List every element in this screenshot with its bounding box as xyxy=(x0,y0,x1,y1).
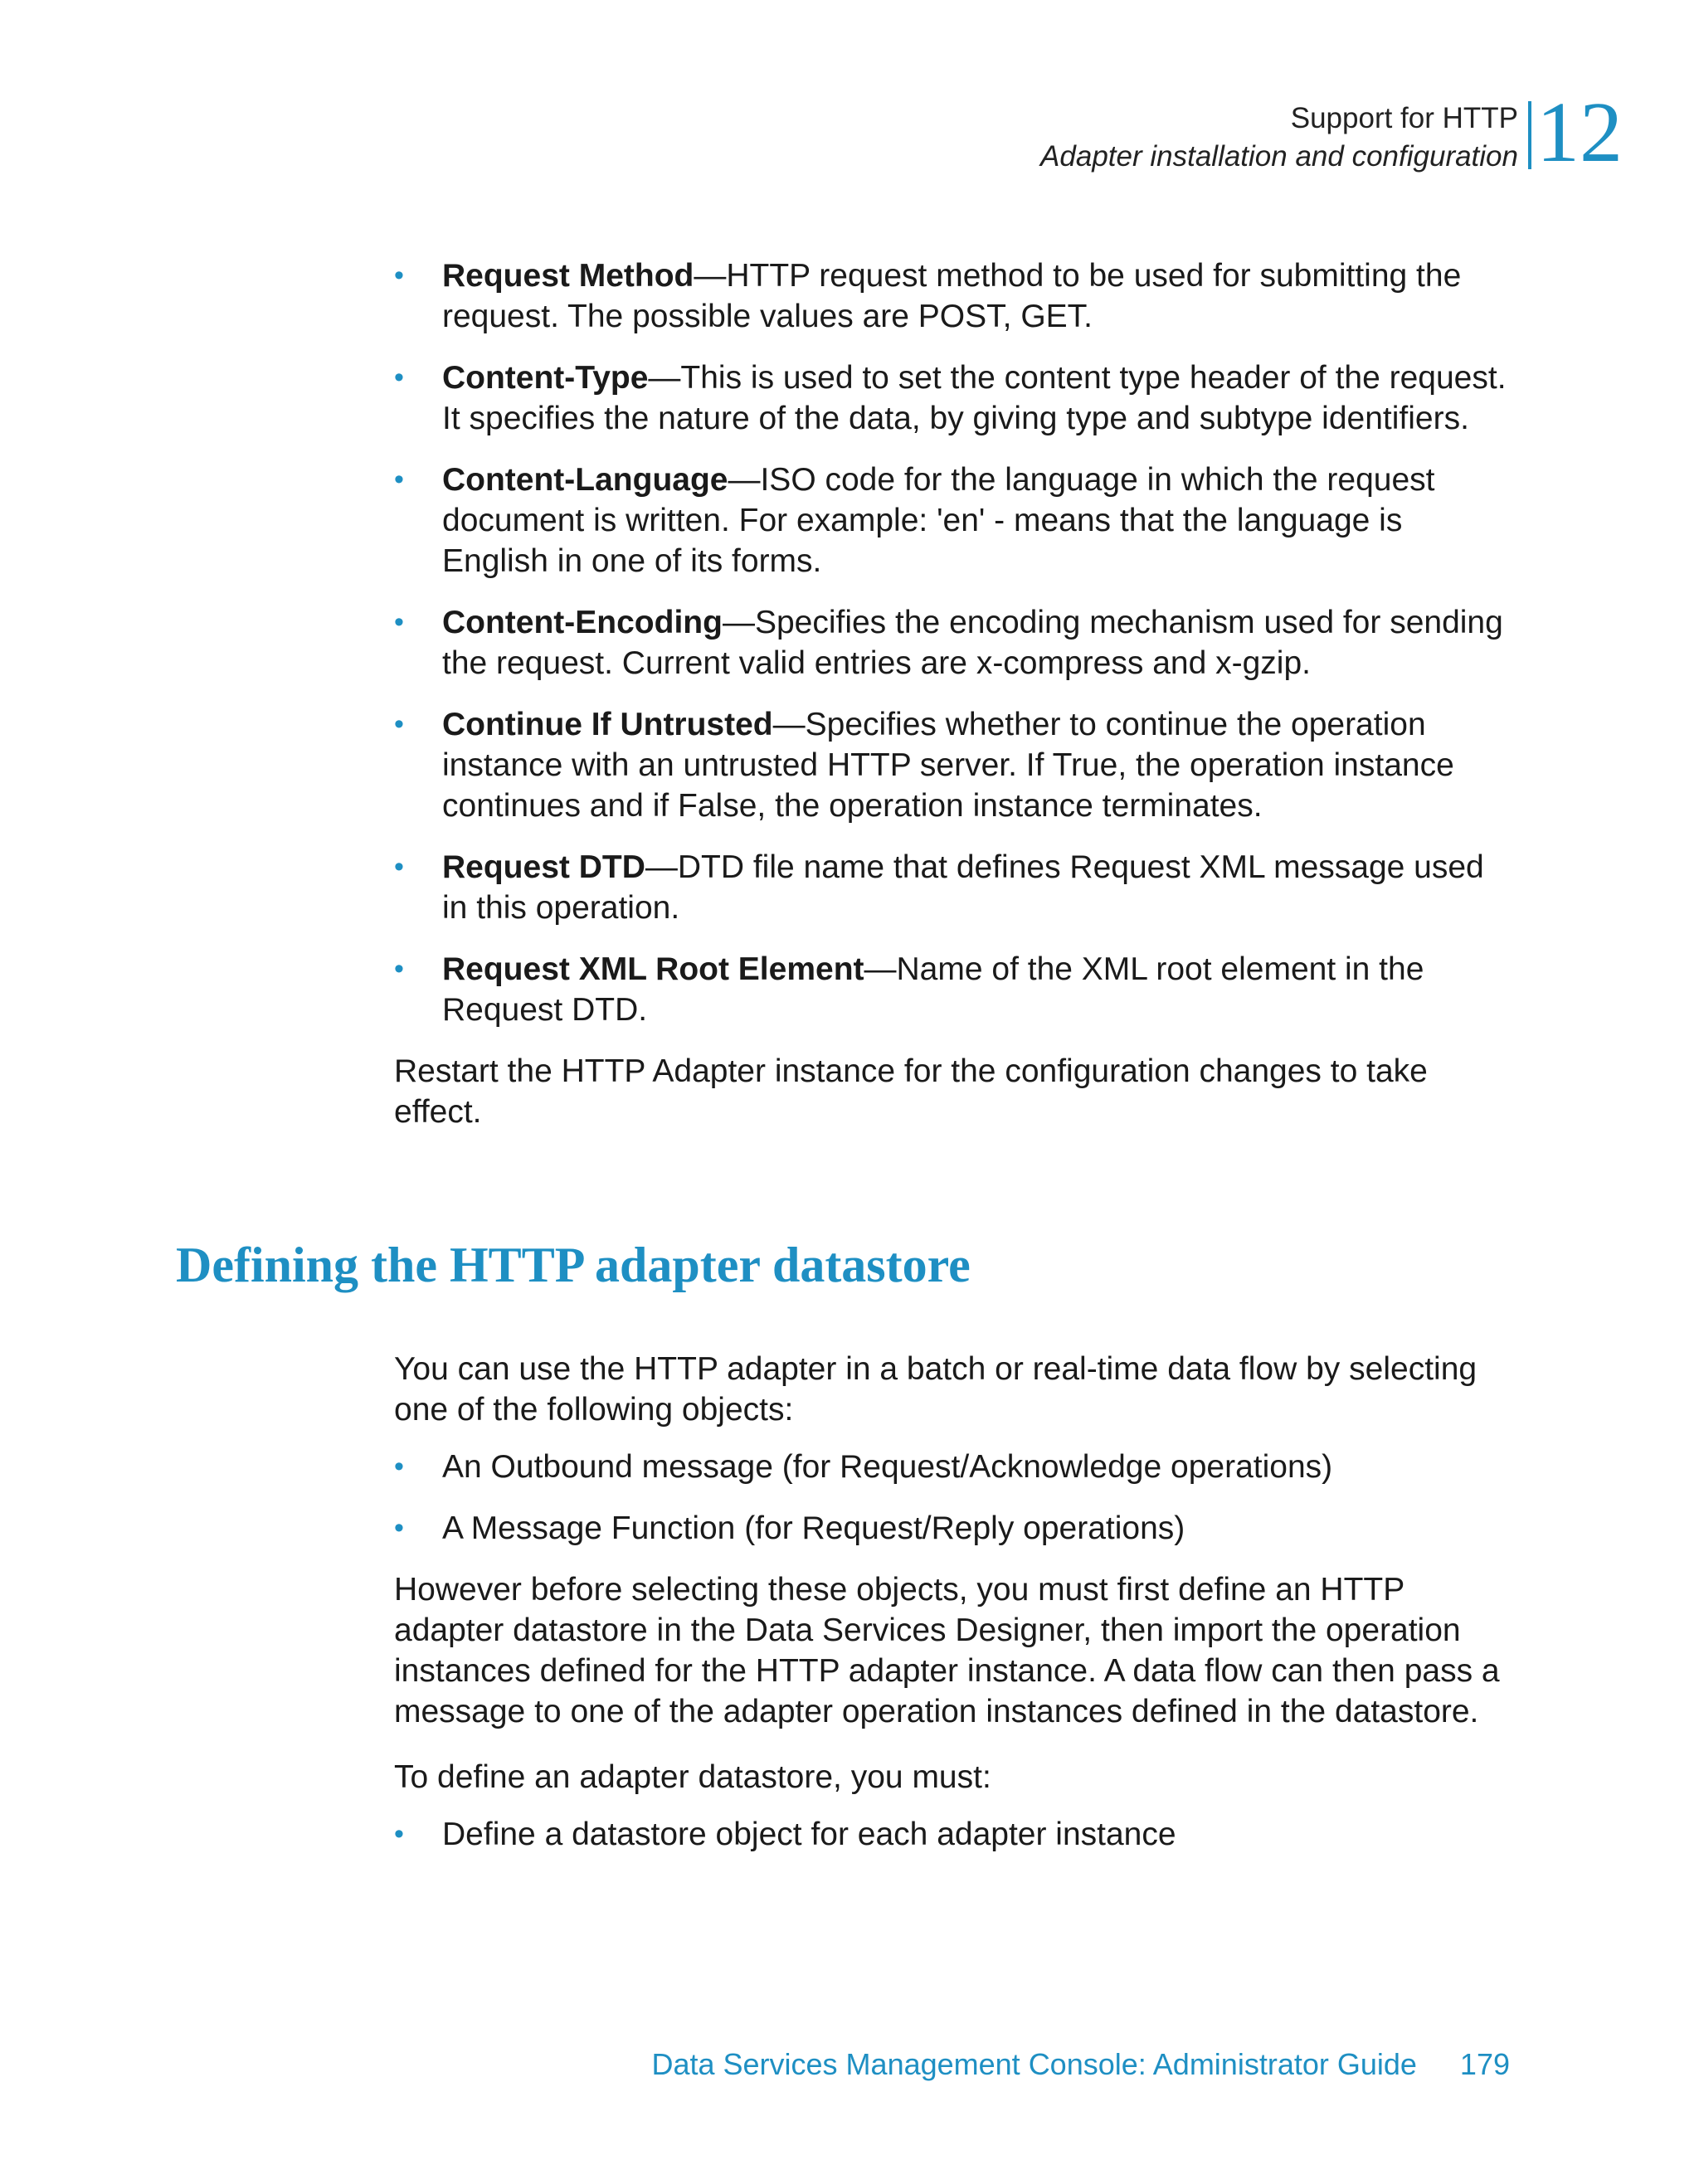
bullet-icon: • xyxy=(394,953,404,985)
bullet-icon: • xyxy=(394,464,404,495)
list-item xyxy=(394,1508,1514,1549)
running-header xyxy=(1040,100,1518,176)
property-term: Request XML Root Element xyxy=(442,951,864,987)
property-term: Continue If Untrusted xyxy=(442,707,773,742)
list-item xyxy=(394,358,1514,439)
property-description: —ISO code for the language in which the request document is written. For example: 'en' - means that the language is English in one of its forms. xyxy=(442,462,1435,579)
section-body xyxy=(394,1349,1514,1875)
list-item xyxy=(394,949,1514,1030)
property-description: —Specifies whether to continue the operation instance with an untrusted HTTP server. If True, the operation instance continues and if False, the operation instance terminates. xyxy=(442,707,1454,824)
header-title: Support for HTTP xyxy=(1290,102,1518,134)
bullet-icon: • xyxy=(394,1512,404,1544)
page-number: 179 xyxy=(1459,2047,1510,2081)
property-description: —HTTP request method to be used for submitting the request. The possible values are POST, GET. xyxy=(442,258,1462,334)
footer-book-title: Data Services Management Console: Administrator Guide xyxy=(651,2047,1417,2081)
header-subtitle: Adapter installation and configuration xyxy=(1040,140,1518,173)
header-divider xyxy=(1528,101,1531,169)
to-define-paragraph: To define an adapter datastore, you must: xyxy=(394,1759,991,1795)
property-description: —This is used to set the content type header of the request. It specifies the nature of the data, by giving type and subtype identifiers. xyxy=(442,360,1507,436)
list-item xyxy=(394,460,1514,581)
list-item xyxy=(394,255,1514,337)
step-item-text: Define a datastore object for each adapter instance xyxy=(442,1817,1176,1852)
bullet-icon: • xyxy=(394,606,404,638)
section-heading: Defining the HTTP adapter datastore xyxy=(176,1238,971,1292)
steps-list xyxy=(394,1814,1514,1855)
property-list xyxy=(394,255,1514,1030)
property-term: Content-Encoding xyxy=(442,605,723,640)
intro-paragraph: You can use the HTTP adapter in a batch or real-time data flow by selecting one of the following objects: xyxy=(394,1351,1477,1428)
list-item xyxy=(394,602,1514,683)
list-item xyxy=(394,704,1514,826)
list-item xyxy=(394,1447,1514,1487)
property-description: —DTD file name that defines Request XML message used in this operation. xyxy=(442,849,1484,926)
object-item-text: A Message Function (for Request/Reply operations) xyxy=(442,1510,1185,1546)
property-term: Content-Language xyxy=(442,462,728,498)
chapter-number: 12 xyxy=(1536,85,1623,180)
list-item xyxy=(394,1814,1514,1855)
restart-paragraph: Restart the HTTP Adapter instance for the configuration changes to take effect. xyxy=(394,1053,1428,1130)
property-term: Request DTD xyxy=(442,849,645,885)
however-paragraph: However before selecting these objects, you must first define an HTTP adapter datastore in the Data Services Designer, then import the operation instances defined for the HTTP adapter instance. A data flow can then pass a message to one of the adapter operation instances defined in the datastore. xyxy=(394,1572,1500,1729)
object-list xyxy=(394,1447,1514,1549)
bullet-icon: • xyxy=(394,1451,404,1482)
bullet-icon: • xyxy=(394,362,404,393)
property-description: —Specifies the encoding mechanism used for sending the request. Current valid entries are x-compress and x-gzip. xyxy=(442,605,1503,681)
list-item xyxy=(394,847,1514,928)
bullet-icon: • xyxy=(394,1818,404,1850)
property-list-section xyxy=(394,255,1514,1132)
bullet-icon: • xyxy=(394,260,404,291)
bullet-icon: • xyxy=(394,708,404,740)
page-footer xyxy=(651,2045,1510,2084)
property-term: Request Method xyxy=(442,258,694,294)
object-item-text: An Outbound message (for Request/Acknowledge operations) xyxy=(442,1449,1333,1485)
property-term: Content-Type xyxy=(442,360,649,396)
property-description: —Name of the XML root element in the Request DTD. xyxy=(442,951,1424,1028)
bullet-icon: • xyxy=(394,851,404,883)
